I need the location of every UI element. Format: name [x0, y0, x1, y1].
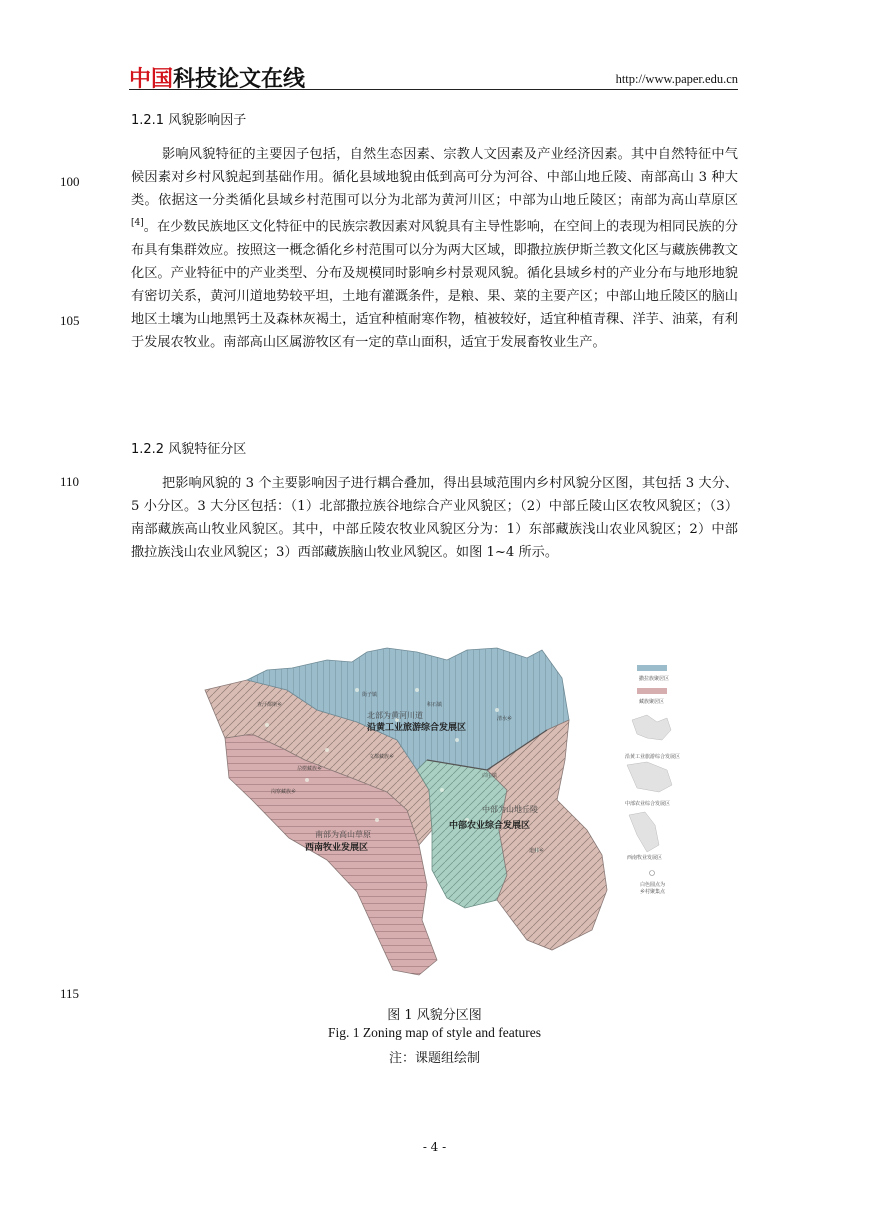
- paragraph-text: 。在少数民族地区文化特征中的民族宗教因素对风貌具有主导性影响，在空间上的表现为相同民族的分布具有集群效应。按照这一概念循化乡村范围可以分为两大区域，即撒拉族伊斯兰教文化区与藏族佛教文化区。产业特征中的产业类型、分布及规模同时影响乡村景观风貌。循化县域乡村的产业分布与地形地貌有密切关系，黄河川道地势较平坦，土地有灌溉条件，是粮、果、菜的主要产区；中部山地丘陵区的脑山地区土壤为山地黑钙土及森林灰褐土，适宜种植耐寒作物，植被较好，适宜种植青稞、洋芋、油菜，有利于发展农牧业。南部高山区属游牧区有一定的草山面积，适宜于发展畜牧业生产。: [131, 219, 738, 351]
- map-label-south-1: 南部为高山草原: [315, 830, 371, 839]
- legend-label-north-dev: 沿黄工业旅游综合发展区: [625, 754, 681, 760]
- map-town-label: 白庄镇: [482, 773, 498, 779]
- map-town-label: 文都藏族乡: [369, 754, 395, 760]
- map-label-central-1: 中部为山地丘陵: [482, 805, 538, 814]
- section-heading-1-2-1: 1.2.1 风貌影响因子: [131, 113, 247, 128]
- line-number: 100: [60, 174, 80, 189]
- logo-red-text: 中国: [129, 67, 174, 92]
- map-town-label: 积石镇: [427, 702, 443, 708]
- paragraph-zoning: [131, 472, 738, 564]
- map-legend: [625, 665, 680, 895]
- figure-note: 注：课题组绘制: [388, 1051, 480, 1066]
- paragraph-factors: [131, 143, 738, 354]
- line-number: 105: [60, 313, 80, 328]
- map-town-label: 查汗都斯乡: [257, 702, 283, 708]
- legend-silhouette-south: [629, 812, 659, 852]
- page-number: - 4 -: [422, 1140, 447, 1154]
- legend-label-tibetan: 藏族聚居区: [639, 699, 665, 705]
- legend-silhouette-central: [627, 762, 672, 792]
- legend-dot-icon: [650, 871, 655, 876]
- figure-caption-cn: 图 1 风貌分区图: [387, 1008, 482, 1023]
- legend-swatch-tibetan: [637, 688, 667, 694]
- citation-ref[interactable]: [4]: [131, 218, 144, 229]
- logo-black-text: 科技论文在线: [173, 67, 306, 92]
- map-region-central: [417, 760, 507, 908]
- map-label-north-2: 沿黄工业旅游综合发展区: [367, 723, 467, 733]
- header-divider: [129, 89, 738, 90]
- map-town-label: 道帏乡: [529, 848, 545, 854]
- zoning-map: [197, 630, 717, 980]
- figure-caption-en: Fig. 1 Zoning map of style and features: [328, 1025, 541, 1040]
- legend-label-south-dev: 西南牧业发展区: [627, 855, 663, 861]
- legend-label-dots-1: 白色圆点为: [640, 882, 666, 888]
- line-number: 110: [60, 474, 80, 489]
- header-url[interactable]: http://www.paper.edu.cn: [615, 72, 738, 86]
- map-town-label: 岗察藏族乡: [271, 789, 297, 795]
- legend-label-salar: 撒拉族聚居区: [639, 676, 670, 682]
- legend-label-central-dev: 中部农业综合发展区: [625, 801, 671, 807]
- section-heading-1-2-2: 1.2.2 风貌特征分区: [131, 442, 247, 457]
- map-label-north-1: 北部为黄河川道: [367, 711, 423, 720]
- map-label-central-2: 中部农业综合发展区: [449, 821, 531, 831]
- legend-swatch-salar: [637, 665, 667, 671]
- legend-label-dots-2: 乡村聚集点: [640, 889, 666, 895]
- map-town-label: 尕楞藏族乡: [297, 766, 323, 772]
- paragraph-text: 把影响风貌的 3 个主要影响因子进行耦合叠加，得出县域范围内乡村风貌分区图，其包括 3 大分、5 小分区。3 大分区包括：（1）北部撒拉族谷地综合产业风貌区；（2）中部丘陵山区农牧风貌区；（3）南部藏族高山牧业风貌区。其中，中部丘陵农牧业风貌区分为：1）东部藏族浅山农业风貌区；2）中部撒拉族浅山农业风貌区；3）西部藏族脑山牧业风貌区。如图 1~4 所示。: [131, 476, 739, 561]
- line-number: 115: [60, 986, 80, 1001]
- map-town-label: 清水乡: [497, 716, 513, 722]
- paragraph-text: 影响风貌特征的主要因子包括，自然生态因素、宗教人文因素及产业经济因素。其中自然特征中气候因素对乡村风貌起到基础作用。循化县域地貌由低到高可分为河谷、中部山地丘陵、南部高山 3 种大类。依据这一分类循化县域乡村范围可以分为北部为黄河川区；中部为山地丘陵区；南部为高山草原区: [131, 147, 738, 209]
- legend-silhouette-north: [632, 715, 671, 740]
- map-label-south-2: 西南牧业发展区: [305, 843, 369, 853]
- map-town-label: 街子镇: [362, 692, 378, 698]
